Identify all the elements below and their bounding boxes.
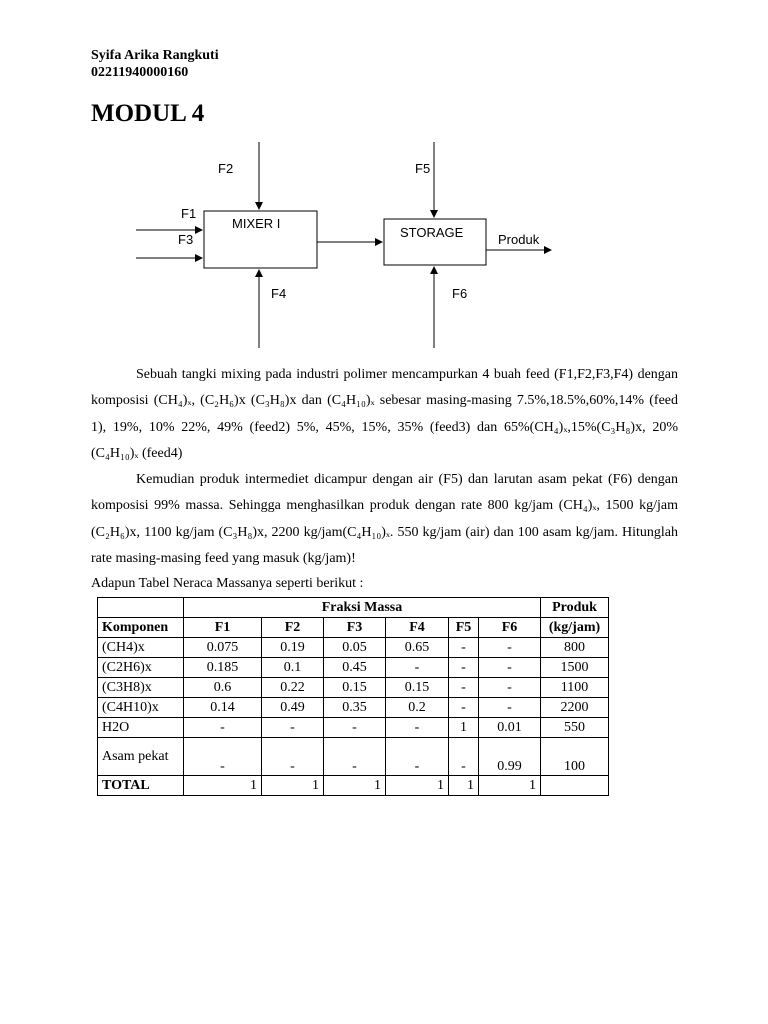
product-cell: 550 bbox=[541, 718, 609, 738]
total-cell: 1 bbox=[184, 776, 262, 796]
table-cell: - bbox=[479, 698, 541, 718]
f5-label: F5 bbox=[415, 161, 431, 176]
table-cell: 0.99 bbox=[479, 738, 541, 776]
author-name: Syifa Arika Rangkuti bbox=[91, 48, 219, 63]
table-cell: 0.185 bbox=[184, 658, 262, 678]
table-cell: 0.45 bbox=[324, 658, 386, 678]
col-header-f1: F1 bbox=[184, 618, 262, 638]
component-name: (CH4)x bbox=[98, 638, 184, 658]
f6-label: F6 bbox=[452, 286, 468, 301]
product-cell: 1500 bbox=[541, 658, 609, 678]
table-cell: - bbox=[262, 718, 324, 738]
table-row bbox=[98, 638, 609, 658]
table-cell: 0.05 bbox=[324, 638, 386, 658]
storage-label: STORAGE bbox=[400, 225, 464, 240]
total-cell: 1 bbox=[386, 776, 449, 796]
table-cell: - bbox=[324, 718, 386, 738]
table-row bbox=[98, 678, 609, 698]
table-cell: - bbox=[184, 738, 262, 776]
product-header-top: Produk bbox=[541, 598, 609, 618]
component-name: (C2H6)x bbox=[98, 658, 184, 678]
component-name: Asam pekat bbox=[98, 738, 184, 776]
product-cell: 1100 bbox=[541, 678, 609, 698]
col-header-f2: F2 bbox=[262, 618, 324, 638]
mass-balance-table bbox=[97, 597, 609, 796]
table-cell: 0.15 bbox=[386, 678, 449, 698]
table-cell: 0.14 bbox=[184, 698, 262, 718]
student-id: 02211940000160 bbox=[91, 65, 189, 80]
table-cell: - bbox=[184, 718, 262, 738]
table-cell: - bbox=[449, 738, 479, 776]
empty-corner-cell bbox=[98, 598, 184, 618]
total-cell: 1 bbox=[324, 776, 386, 796]
total-label: TOTAL bbox=[98, 776, 184, 796]
table-cell: 0.2 bbox=[386, 698, 449, 718]
table-row bbox=[98, 658, 609, 678]
col-header-f6: F6 bbox=[479, 618, 541, 638]
author-block bbox=[91, 47, 219, 81]
fraction-group-header: Fraksi Massa bbox=[184, 598, 541, 618]
process-flow-diagram bbox=[0, 130, 768, 360]
table-cell: - bbox=[449, 698, 479, 718]
product-cell: 100 bbox=[541, 738, 609, 776]
table-cell: 0.6 bbox=[184, 678, 262, 698]
table-cell: - bbox=[449, 658, 479, 678]
table-cell: - bbox=[479, 678, 541, 698]
table-cell: - bbox=[386, 718, 449, 738]
product-header-unit: (kg/jam) bbox=[541, 618, 609, 638]
problem-paragraph-1: Sebuah tangki mixing pada industri polimer mencampurkan 4 buah feed (F1,F2,F3,F4) dengan komposisi (CH₄)ₓ, (C₂H₆)x (C₃H₈)x dan (C₄H₁₀)ₓ sebesar masing-masing 7.5%,18.5%,60%,14% (feed 1), 19%, 10% 22%, 49% (feed2) 5%, 45%, 15%, 35% (feed3) dan 65%(CH₄)ₓ,15%(C₃H₈)x, 20%(C₄H₁₀)ₓ (feed4) bbox=[91, 367, 678, 461]
f1-label: F1 bbox=[181, 206, 197, 221]
table-row bbox=[98, 738, 609, 776]
page-title: MODUL 4 bbox=[91, 100, 205, 127]
table-total-row bbox=[98, 776, 609, 796]
component-name: (C3H8)x bbox=[98, 678, 184, 698]
table-row bbox=[98, 698, 609, 718]
f3-label: F3 bbox=[178, 232, 194, 247]
col-header-f3: F3 bbox=[324, 618, 386, 638]
table-cell: 0.65 bbox=[386, 638, 449, 658]
total-product-cell bbox=[541, 776, 609, 796]
f2-label: F2 bbox=[218, 161, 234, 176]
product-cell: 800 bbox=[541, 638, 609, 658]
component-name: (C4H10)x bbox=[98, 698, 184, 718]
f4-label: F4 bbox=[271, 286, 287, 301]
table-intro: Adapun Tabel Neraca Massanya seperti berikut : bbox=[91, 576, 364, 591]
table-cell: - bbox=[324, 738, 386, 776]
col-header-f5: F5 bbox=[449, 618, 479, 638]
component-header: Komponen bbox=[98, 618, 184, 638]
table-header-row-1 bbox=[98, 598, 609, 618]
total-cell: 1 bbox=[479, 776, 541, 796]
table-cell: - bbox=[262, 738, 324, 776]
total-cell: 1 bbox=[449, 776, 479, 796]
table-cell: 0.075 bbox=[184, 638, 262, 658]
mixer-label: MIXER I bbox=[232, 216, 281, 231]
table-cell: 0.01 bbox=[479, 718, 541, 738]
table-row bbox=[98, 718, 609, 738]
total-cell: 1 bbox=[262, 776, 324, 796]
table-cell: 0.15 bbox=[324, 678, 386, 698]
table-cell: 1 bbox=[449, 718, 479, 738]
table-cell: 0.1 bbox=[262, 658, 324, 678]
table-cell: - bbox=[386, 738, 449, 776]
table-cell: - bbox=[386, 658, 449, 678]
table-cell: 0.19 bbox=[262, 638, 324, 658]
table-cell: - bbox=[479, 658, 541, 678]
table-cell: 0.49 bbox=[262, 698, 324, 718]
problem-paragraph-2: Kemudian produk intermediet dicampur dengan air (F5) dan larutan asam pekat (F6) dengan komposisi 99% massa. Sehingga menghasilkan produk dengan rate 800 kg/jam (CH₄)ₓ, 1500 kg/jam (C₂H₆)x, 1100 kg/jam (C₃H₈)x, 2200 kg/jam(C₄H₁₀)ₓ. 550 kg/jam (air) dan 100 asam kg/jam. Hitunglah rate masing-masing feed yang masuk (kg/jam)! bbox=[91, 472, 678, 566]
product-label: Produk bbox=[498, 232, 540, 247]
component-name: H2O bbox=[98, 718, 184, 738]
table-cell: - bbox=[449, 638, 479, 658]
table-header-row-2 bbox=[98, 618, 609, 638]
table-cell: 0.35 bbox=[324, 698, 386, 718]
table-cell: - bbox=[479, 638, 541, 658]
table-cell: - bbox=[449, 678, 479, 698]
table-cell: 0.22 bbox=[262, 678, 324, 698]
product-cell: 2200 bbox=[541, 698, 609, 718]
col-header-f4: F4 bbox=[386, 618, 449, 638]
